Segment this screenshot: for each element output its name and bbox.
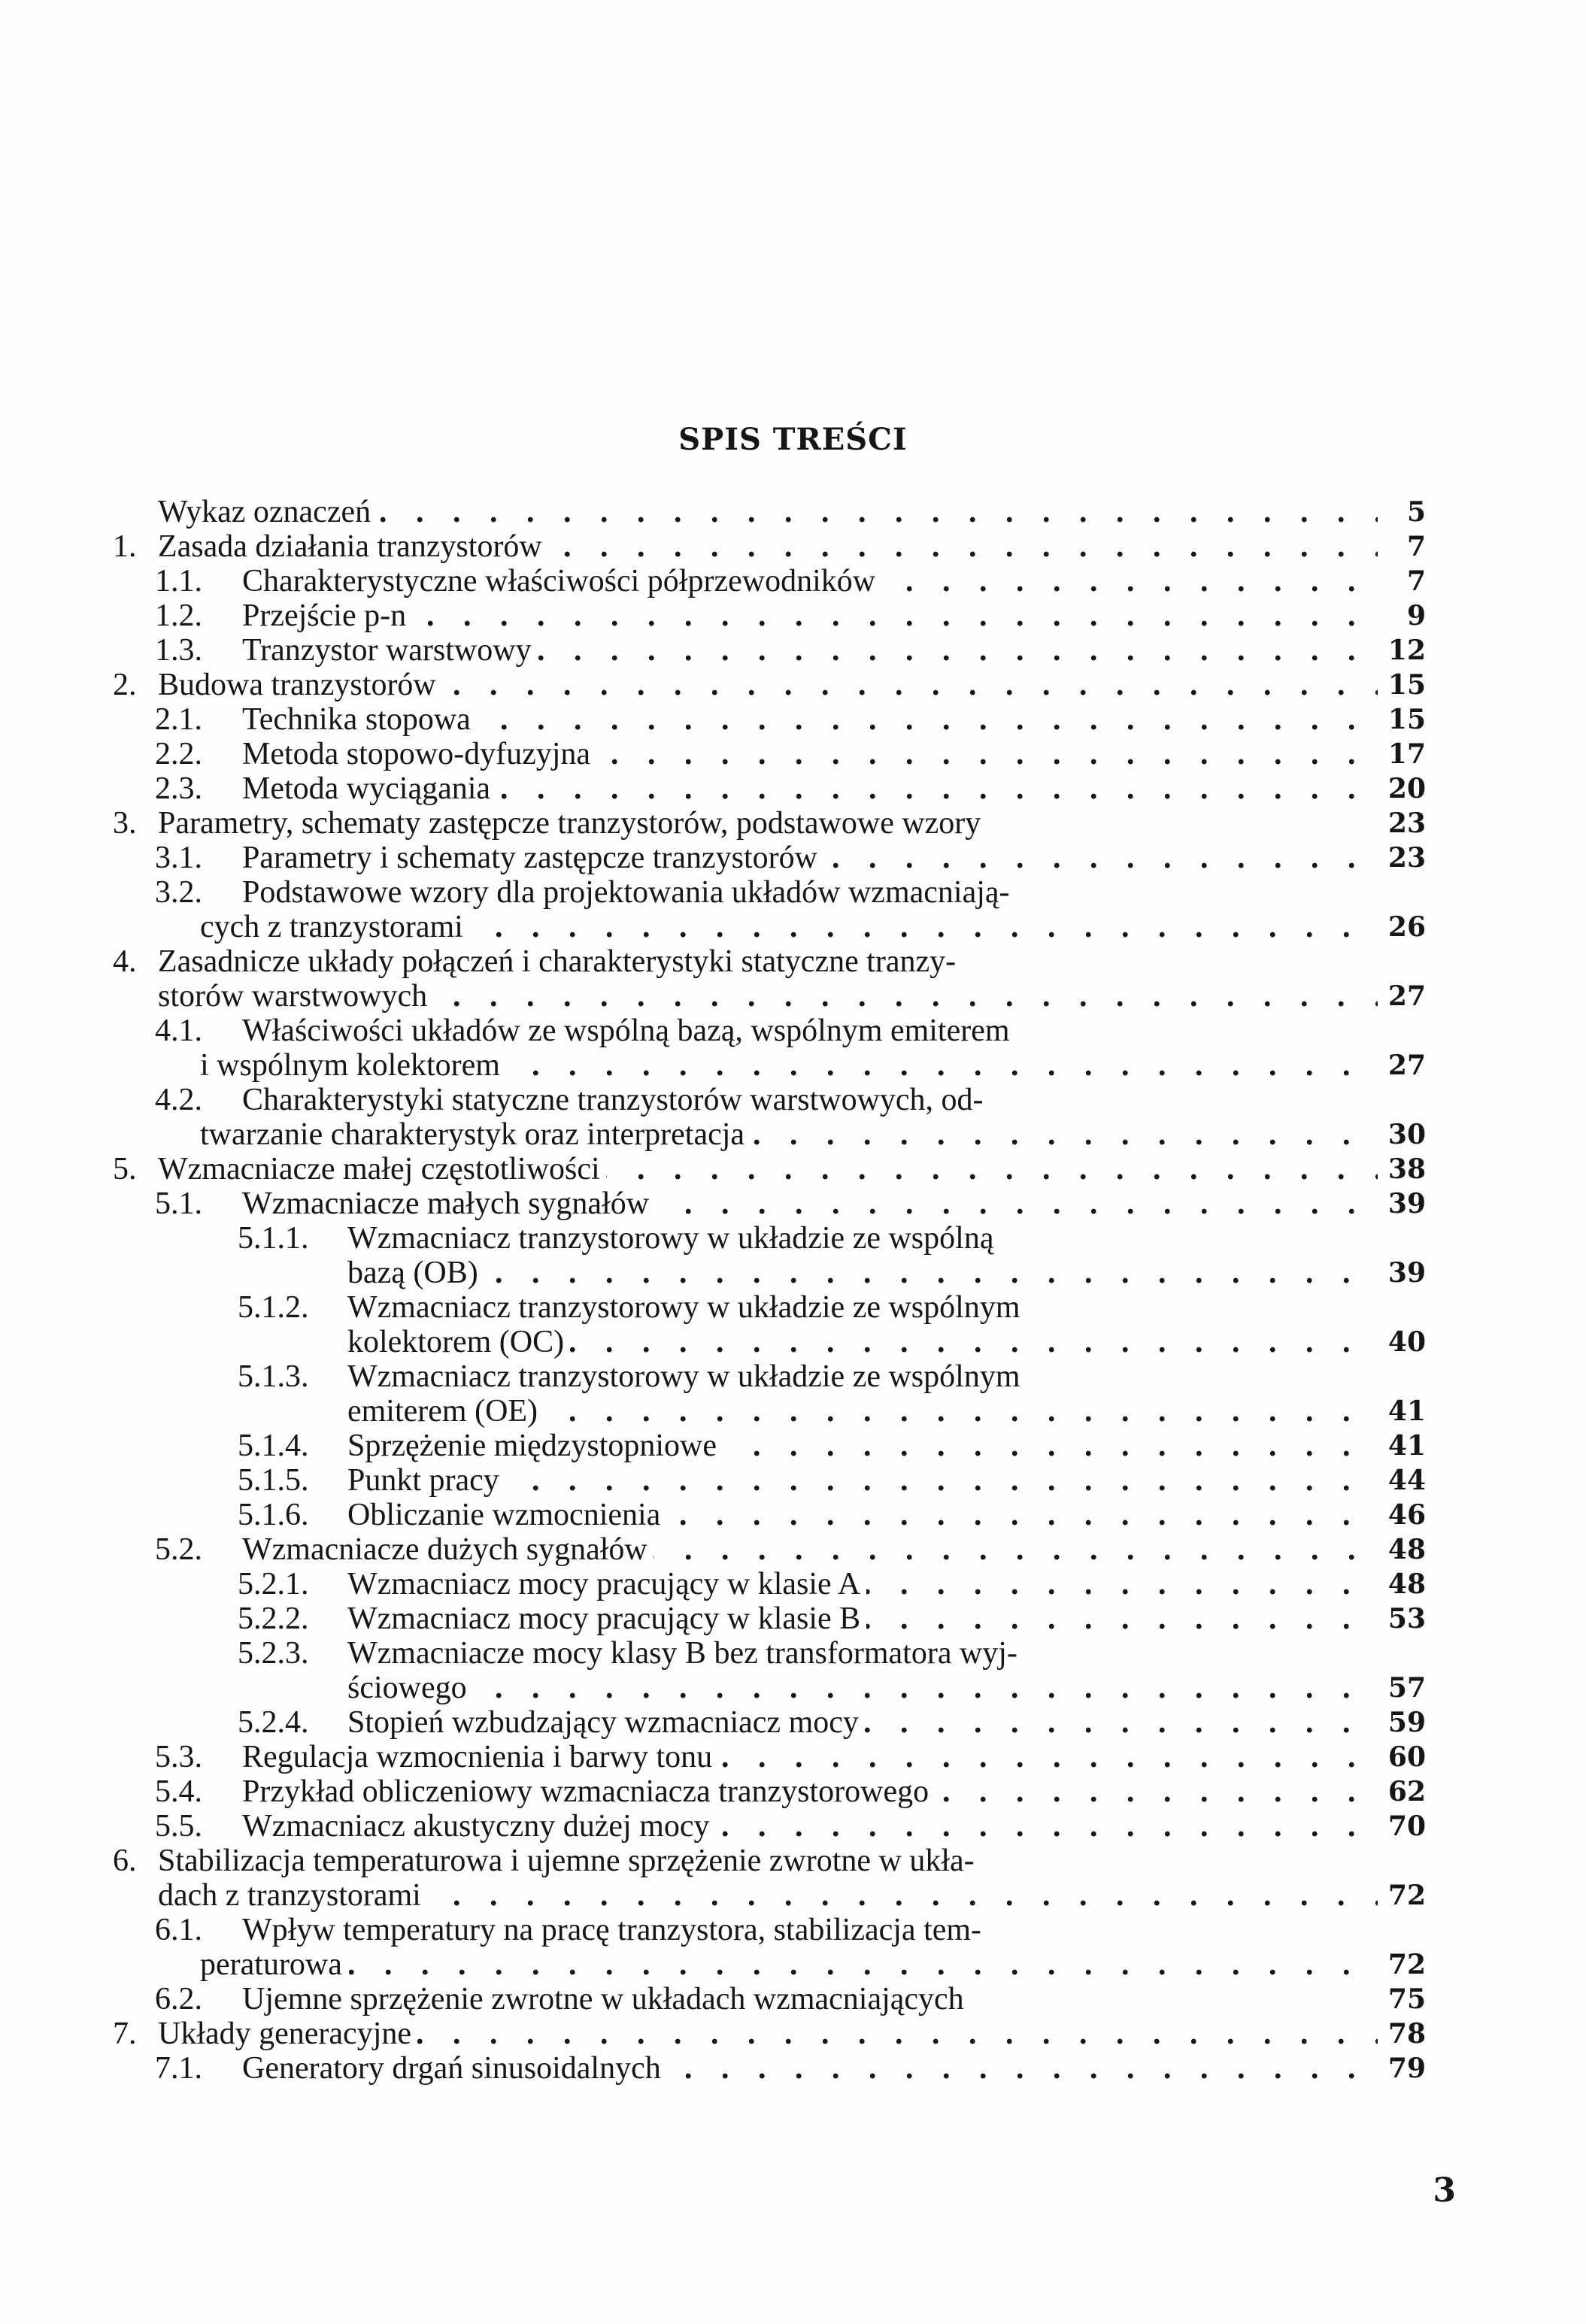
toc-entry-page: 57 xyxy=(1387,1672,1426,1704)
toc-entry xyxy=(113,495,1426,529)
toc-entry-title: Wzmacniacze małej częstotliwości xyxy=(158,1152,606,1186)
toc-entry xyxy=(113,1774,1426,1809)
toc-entry xyxy=(113,1152,1426,1186)
toc-entry-page: 48 xyxy=(1387,1534,1426,1565)
toc-entry xyxy=(113,2016,1426,2051)
toc-entry-page: 62 xyxy=(1387,1776,1426,1807)
toc-entry-title: Metoda wyciągania xyxy=(242,771,496,806)
toc-entry-number: 6. xyxy=(113,1844,137,1878)
toc-entry-continuation xyxy=(113,1325,1426,1359)
toc-entry-number: 5.4. xyxy=(155,1774,202,1809)
toc-entry xyxy=(113,1913,1426,1947)
toc-entry-title-line2: twarzanie charakterystyk oraz interpretacja xyxy=(200,1117,751,1152)
toc-entry-number: 4. xyxy=(113,944,137,979)
toc-entry-number: 5.1.6. xyxy=(238,1498,309,1532)
toc-entry-title: Regulacja wzmocnienia i barwy tonu xyxy=(242,1740,718,1774)
toc-entry-title: Metoda stopowo-dyfuzyjna xyxy=(242,737,596,771)
toc-entry xyxy=(113,1636,1426,1671)
toc-entry-title-line1: Wpływ temperatury na pracę tranzystora, stabilizacja tem- xyxy=(242,1913,987,1947)
toc-entry-page: 17 xyxy=(1387,738,1426,770)
toc-entry-number: 5. xyxy=(113,1152,137,1186)
toc-entry-title-line2: i wspólnym kolektorem xyxy=(200,1048,506,1083)
toc-entry xyxy=(113,1186,1426,1221)
toc-entry-page: 70 xyxy=(1387,1810,1426,1842)
toc-entry-title: Sprzężenie międzystopniowe xyxy=(347,1429,723,1463)
toc-entry-title: Wykaz oznaczeń xyxy=(158,495,377,529)
toc-entry xyxy=(113,598,1426,633)
toc-entry-title: Parametry, schematy zastępcze tranzystorów, podstawowe wzory xyxy=(158,806,987,841)
toc-entry-page: 41 xyxy=(1387,1395,1426,1427)
toc-entry-title: Obliczanie wzmocnienia xyxy=(347,1498,666,1532)
toc-entry xyxy=(113,1844,1426,1878)
toc-entry-number: 3.1. xyxy=(155,841,202,875)
toc-entry-page: 41 xyxy=(1387,1430,1426,1462)
toc-entry xyxy=(113,1463,1426,1498)
toc-entry xyxy=(113,841,1426,875)
toc-entry xyxy=(113,1982,1426,2016)
toc-entry xyxy=(113,1014,1426,1048)
toc-entry-title: Przejście p-n xyxy=(242,598,412,633)
toc-entry-number: 5.1.4. xyxy=(238,1429,309,1463)
toc-entry-number: 1.2. xyxy=(155,598,202,633)
toc-entry-continuation xyxy=(113,1048,1426,1083)
toc-entry xyxy=(113,1290,1426,1325)
toc-entry xyxy=(113,771,1426,806)
toc-entry xyxy=(113,529,1426,564)
toc-entry-continuation xyxy=(113,1394,1426,1429)
toc-entry-page: 15 xyxy=(1387,704,1426,735)
toc-entry-continuation xyxy=(113,1671,1426,1705)
table-of-contents xyxy=(113,495,1426,2086)
toc-entry-title-line2: cych z tranzystorami xyxy=(200,910,469,944)
toc-entry-title: Tranzystor warstwowy xyxy=(242,633,538,668)
toc-entry-title-line1: Zasadnicze układy połączeń i charakterystyki statyczne tranzy- xyxy=(158,944,962,979)
toc-entry-title: Wzmacniacze dużych sygnałów xyxy=(242,1532,654,1567)
toc-entry-title-line2: storów warstwowych xyxy=(158,979,433,1014)
toc-entry-page: 7 xyxy=(1406,531,1426,562)
toc-entry-title: Charakterystyczne właściwości półprzewodników xyxy=(242,564,881,598)
page-title: SPIS TREŚCI xyxy=(678,422,908,457)
toc-entry-title-line1: Wzmacniacze mocy klasy B bez transformatora wyj- xyxy=(347,1636,1023,1671)
toc-entry-page: 44 xyxy=(1387,1465,1426,1496)
toc-entry xyxy=(113,1498,1426,1532)
toc-entry-page: 53 xyxy=(1387,1603,1426,1635)
toc-entry-title-line2: ściowego xyxy=(347,1671,473,1705)
toc-entry-title: Generatory drgań sinusoidalnych xyxy=(242,2051,667,2086)
toc-entry-title-line2: bazą (OB) xyxy=(347,1256,484,1290)
toc-entry-continuation xyxy=(113,1117,1426,1152)
toc-entry-title: Wzmacniacz mocy pracujący w klasie B xyxy=(347,1601,866,1636)
toc-entry-title: Wzmacniacz mocy pracujący w klasie A xyxy=(347,1567,866,1601)
toc-entry-number: 6.2. xyxy=(155,1982,202,2016)
toc-entry-number: 5.3. xyxy=(155,1740,202,1774)
toc-entry xyxy=(113,2051,1426,2086)
toc-entry-number: 3.2. xyxy=(155,875,202,910)
toc-entry-continuation xyxy=(113,1947,1426,1982)
toc-entry-page: 72 xyxy=(1387,1949,1426,1980)
toc-entry-page: 79 xyxy=(1387,2053,1426,2084)
toc-entry-number: 5.5. xyxy=(155,1809,202,1844)
toc-entry-page: 46 xyxy=(1387,1499,1426,1531)
toc-entry-number: 4.2. xyxy=(155,1083,202,1117)
toc-entry-page: 59 xyxy=(1387,1707,1426,1738)
toc-entry xyxy=(113,1740,1426,1774)
toc-entry-title: Technika stopowa xyxy=(242,702,477,737)
page-number: 3 xyxy=(1433,2171,1456,2210)
toc-entry xyxy=(113,1359,1426,1394)
toc-entry xyxy=(113,1567,1426,1601)
toc-entry-number: 5.1.3. xyxy=(238,1359,309,1394)
toc-entry-page: 60 xyxy=(1387,1741,1426,1773)
toc-entry-number: 1. xyxy=(113,529,137,564)
toc-entry xyxy=(113,1532,1426,1567)
toc-entry xyxy=(113,1083,1426,1117)
toc-entry-number: 2. xyxy=(113,668,137,702)
toc-entry-page: 26 xyxy=(1387,911,1426,943)
toc-entry-page: 75 xyxy=(1387,1983,1426,2015)
toc-entry-page: 7 xyxy=(1406,565,1426,597)
toc-entry-page: 5 xyxy=(1406,496,1426,528)
toc-entry xyxy=(113,737,1426,771)
toc-entry-number: 5.1.2. xyxy=(238,1290,309,1325)
toc-entry xyxy=(113,702,1426,737)
toc-entry xyxy=(113,806,1426,841)
toc-entry-title: Ujemne sprzężenie zwrotne w układach wzmacniających xyxy=(242,1982,970,2016)
toc-entry-page: 78 xyxy=(1387,2018,1426,2050)
toc-entry-title: Zasada działania tranzystorów xyxy=(158,529,548,564)
toc-entry-number: 7.1. xyxy=(155,2051,202,2086)
toc-entry-page: 40 xyxy=(1387,1326,1426,1358)
toc-entry-page: 48 xyxy=(1387,1568,1426,1600)
toc-entry-continuation xyxy=(113,1878,1426,1913)
toc-entry-title-line1: Charakterystyki statyczne tranzystorów warstwowych, od- xyxy=(242,1083,990,1117)
toc-entry-title: Budowa tranzystorów xyxy=(158,668,442,702)
toc-entry-page: 27 xyxy=(1387,980,1426,1012)
toc-entry-number: 5.2.3. xyxy=(238,1636,309,1671)
toc-entry-number: 1.1. xyxy=(155,564,202,598)
toc-entry-title: Parametry i schematy zastępcze tranzystorów xyxy=(242,841,823,875)
toc-entry-number: 5.1.5. xyxy=(238,1463,309,1498)
toc-entry-page: 9 xyxy=(1406,600,1426,632)
toc-entry-title-line2: dach z tranzystorami xyxy=(158,1878,427,1913)
toc-entry xyxy=(113,1705,1426,1740)
toc-entry-number: 5.2. xyxy=(155,1532,202,1567)
toc-entry-number: 6.1. xyxy=(155,1913,202,1947)
toc-entry-title-line2: emiterem (OE) xyxy=(347,1394,544,1429)
toc-entry-page: 39 xyxy=(1387,1257,1426,1289)
toc-entry-page: 27 xyxy=(1387,1050,1426,1081)
toc-entry xyxy=(113,668,1426,702)
toc-entry-number: 3. xyxy=(113,806,137,841)
toc-entry-page: 23 xyxy=(1387,807,1426,839)
toc-entry xyxy=(113,944,1426,979)
toc-entry-number: 7. xyxy=(113,2016,137,2051)
toc-entry-number: 5.2.1. xyxy=(238,1567,309,1601)
toc-entry-page: 72 xyxy=(1387,1880,1426,1911)
toc-entry-title-line1: Wzmacniacz tranzystorowy w układzie ze wspólnym xyxy=(347,1359,1027,1394)
toc-entry xyxy=(113,633,1426,668)
toc-entry-number: 5.1.1. xyxy=(238,1221,309,1256)
toc-entry-title: Stopień wzbudzający wzmacniacz mocy xyxy=(347,1705,865,1740)
toc-entry-title-line1: Stabilizacja temperaturowa i ujemne sprzężenie zwrotne w ukła- xyxy=(158,1844,981,1878)
toc-entry-title: Przykład obliczeniowy wzmacniacza tranzystorowego xyxy=(242,1774,935,1809)
toc-entry-page: 15 xyxy=(1387,669,1426,701)
toc-entry-page: 38 xyxy=(1387,1153,1426,1185)
toc-entry-title-line2: kolektorem (OC) xyxy=(347,1325,570,1359)
toc-entry xyxy=(113,1221,1426,1256)
toc-entry-title: Układy generacyjne xyxy=(158,2016,417,2051)
toc-entry-page: 30 xyxy=(1387,1119,1426,1150)
toc-entry xyxy=(113,1429,1426,1463)
toc-entry-title-line2: peraturowa xyxy=(200,1947,348,1982)
toc-entry-page: 12 xyxy=(1387,635,1426,666)
toc-entry-title: Wzmacniacz akustyczny dużej mocy xyxy=(242,1809,716,1844)
toc-entry-title: Punkt pracy xyxy=(347,1463,505,1498)
toc-entry-title: Wzmacniacze małych sygnałów xyxy=(242,1186,655,1221)
toc-entry-number: 5.2.4. xyxy=(238,1705,309,1740)
toc-entry-number: 2.3. xyxy=(155,771,202,806)
toc-entry xyxy=(113,1809,1426,1844)
toc-entry-page: 23 xyxy=(1387,842,1426,874)
toc-entry-title-line1: Wzmacniacz tranzystorowy w układzie ze wspólną xyxy=(347,1221,999,1256)
toc-entry-title-line1: Podstawowe wzory dla projektowania układów wzmacniają- xyxy=(242,875,1016,910)
toc-entry xyxy=(113,875,1426,910)
toc-entry-title-line1: Właściwości układów ze wspólną bazą, wspólnym emiterem xyxy=(242,1014,1016,1048)
toc-entry-title-line1: Wzmacniacz tranzystorowy w układzie ze wspólnym xyxy=(347,1290,1027,1325)
toc-entry-number: 5.1. xyxy=(155,1186,202,1221)
toc-entry xyxy=(113,564,1426,598)
toc-entry-page: 39 xyxy=(1387,1188,1426,1220)
toc-entry-number: 4.1. xyxy=(155,1014,202,1048)
toc-entry-number: 1.3. xyxy=(155,633,202,668)
toc-entry-continuation xyxy=(113,1256,1426,1290)
toc-entry-number: 2.2. xyxy=(155,737,202,771)
toc-entry-continuation xyxy=(113,979,1426,1014)
toc-entry-number: 2.1. xyxy=(155,702,202,737)
toc-entry-continuation xyxy=(113,910,1426,944)
toc-entry xyxy=(113,1601,1426,1636)
toc-entry-page: 20 xyxy=(1387,773,1426,804)
toc-entry-number: 5.2.2. xyxy=(238,1601,309,1636)
